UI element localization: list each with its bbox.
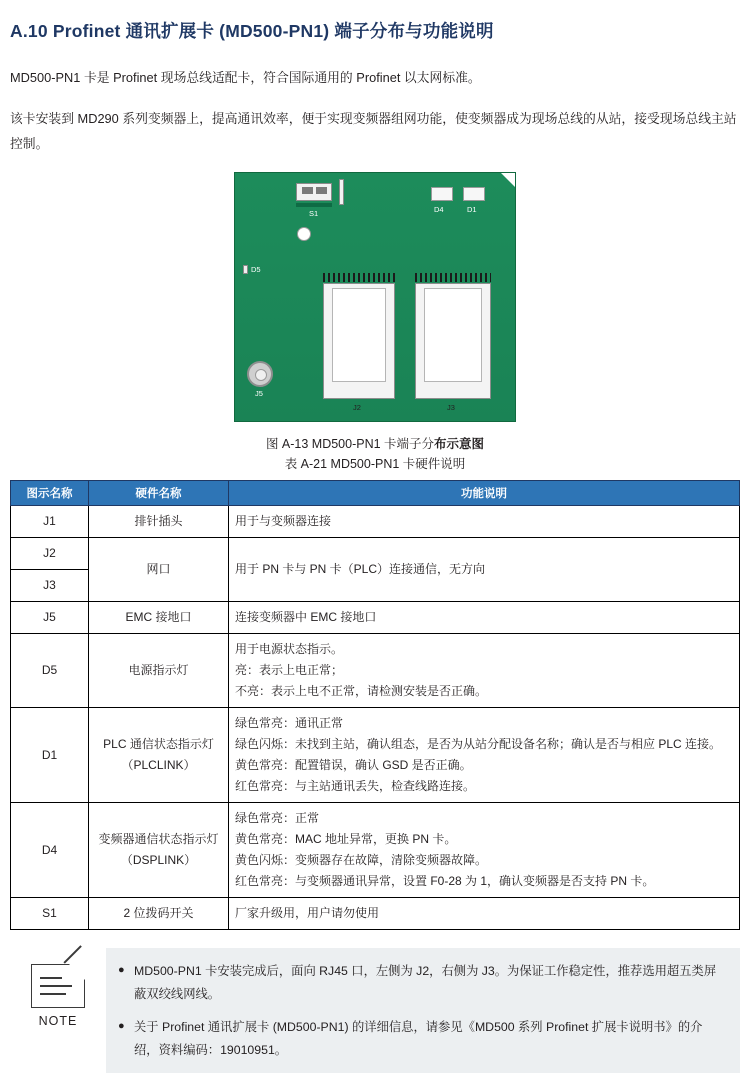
cell-name-s1: 2 位拨码开关	[89, 898, 229, 930]
th-hardware-name: 硬件名称	[89, 481, 229, 506]
cell-id-s1: S1	[11, 898, 89, 930]
note-item	[118, 960, 726, 1005]
board-corner-notch	[501, 173, 515, 187]
fn-line: 绿色常亮：正常	[235, 811, 320, 826]
pencil-stroke	[40, 993, 66, 994]
rj45-port-j3	[415, 283, 491, 399]
rj45-j2-inner	[332, 288, 386, 382]
label-d4: D4	[434, 205, 444, 215]
cell-name-network-port: 网口	[89, 538, 229, 602]
table-row	[11, 634, 740, 708]
fn-line: 用于电源状态指示。	[235, 642, 344, 657]
note-icon-wrap	[10, 948, 106, 1028]
cell-fn-j5: 连接变频器中 EMC 接地口	[229, 602, 740, 634]
label-d5: D5	[251, 265, 261, 275]
pn1-card-illustration	[234, 172, 516, 422]
table-row	[11, 506, 740, 538]
pin-header-row-left	[323, 273, 395, 282]
rj45-port-j2	[323, 283, 395, 399]
cell-name-j5: EMC 接地口	[89, 602, 229, 634]
emc-ground-ring-j5	[247, 361, 273, 387]
cell-fn-d4	[229, 803, 740, 898]
bullet-icon: ●	[118, 964, 125, 977]
cell-id-j2: J2	[11, 538, 89, 570]
cell-id-j5: J5	[11, 602, 89, 634]
pin-header-row-right	[415, 273, 491, 282]
board-figure	[10, 172, 740, 422]
board-jumper-bar	[339, 179, 344, 205]
pencil-stroke	[40, 985, 72, 986]
intro-paragraph-1: MD500-PN1 卡是 Profinet 现场总线适配卡，符合国际通用的 Profinet 以太网标准。	[10, 69, 481, 85]
table-row	[11, 803, 740, 898]
fn-line: 黄色常亮：MAC 地址异常，更换 PN 卡。	[235, 832, 457, 847]
pencil-stroke	[40, 977, 62, 978]
table-row	[11, 708, 740, 803]
bullet-icon: ●	[118, 1019, 125, 1032]
figure-caption-prefix: 图 A-13 MD500-PN1 卡端子分	[265, 437, 435, 452]
th-icon-name: 图示名称	[11, 481, 89, 506]
led-d1	[463, 187, 485, 201]
dip-switch-s1	[296, 183, 332, 201]
table-row	[11, 898, 740, 930]
cell-id-d5: D5	[11, 634, 89, 708]
note-text: 关于 Profinet 通讯扩展卡 (MD500-PN1) 的详细信息，请参见《MD500 系列 Profinet 扩展卡说明书》的介绍，资料编码：19010951。	[134, 1019, 703, 1057]
cell-fn-j1: 用于与变频器连接	[229, 506, 740, 538]
label-j2: J2	[353, 403, 361, 413]
cell-name-d5: 电源指示灯	[89, 634, 229, 708]
note-text: MD500-PN1 卡安装完成后，面向 RJ45 口，左侧为 J2，右侧为 J3。为保证工作稳定性，推荐选用超五类屏蔽双绞线网线。	[134, 964, 717, 1002]
table-header-row	[11, 481, 740, 506]
mount-hole	[297, 227, 311, 241]
fn-line: 亮：表示上电正常；	[235, 663, 344, 678]
note-body	[106, 948, 740, 1073]
cell-name-d4: 变频器通信状态指示灯（DSPLINK）	[89, 803, 229, 898]
th-function: 功能说明	[229, 481, 740, 506]
table-row	[11, 538, 740, 570]
pencil-tip-line	[63, 946, 81, 964]
intro-paragraph-2: 该卡安装到 MD290 系列变频器上，提高通讯效率，便于实现变频器组网功能，使变频器成为现场总线的从站，接受现场总线主站控制。	[10, 110, 737, 151]
led-d4	[431, 187, 453, 201]
cell-fn-s1: 厂家升级用，用户请勿使用	[229, 898, 740, 930]
cell-id-d1: D1	[11, 708, 89, 803]
fn-line: 黄色闪烁：变频器存在故障，清除变频器故障。	[235, 853, 488, 868]
table-row	[11, 602, 740, 634]
label-s1: S1	[309, 209, 319, 219]
rj45-j3-inner	[424, 288, 482, 382]
note-block	[10, 948, 740, 1073]
note-item	[118, 1016, 726, 1061]
cell-fn-d1	[229, 708, 740, 803]
cell-fn-network-port: 用于 PN 卡与 PN 卡（PLC）连接通信，无方向	[229, 538, 740, 602]
fn-line: 不亮：表示上电不正常，请检测安装是否正确。	[235, 684, 488, 699]
note-label: NOTE	[38, 1014, 78, 1029]
fn-line: 黄色常亮：配置错误，确认 GSD 是否正确。	[235, 758, 472, 773]
fn-line: 绿色常亮：通讯正常	[235, 716, 344, 731]
page-title: A.10 Profinet 通讯扩展卡 (MD500-PN1) 端子分布与功能说明	[10, 21, 494, 41]
figure-caption-bold: 布示意图	[434, 437, 485, 452]
fn-line: 红色常亮：与变频器通讯异常，设置 F0-28 为 1，确认变频器是否支持 PN 卡。	[235, 874, 655, 889]
cell-name-j1: 排针插头	[89, 506, 229, 538]
label-d1: D1	[467, 205, 477, 215]
figure-caption	[10, 434, 740, 452]
fn-line: 绿色闪烁：未找到主站，确认组态，是否为从站分配设备名称；确认是否与相应 PLC 连接。	[235, 737, 722, 752]
fn-line: 红色常亮：与主站通讯丢失，检查线路连接。	[235, 779, 476, 794]
led-d5	[243, 265, 248, 274]
cell-name-d1: PLC 通信状态指示灯（PLCLINK）	[89, 708, 229, 803]
table-caption: 表 A-21 MD500-PN1 卡硬件说明	[284, 457, 466, 472]
pencil-note-icon	[31, 964, 85, 1008]
cell-id-j1: J1	[11, 506, 89, 538]
hardware-spec-table	[10, 480, 740, 930]
dip-switch-slot	[296, 203, 332, 207]
label-j3: J3	[447, 403, 455, 413]
cell-id-d4: D4	[11, 803, 89, 898]
label-j5: J5	[255, 389, 263, 399]
cell-id-j3: J3	[11, 570, 89, 602]
cell-fn-d5	[229, 634, 740, 708]
